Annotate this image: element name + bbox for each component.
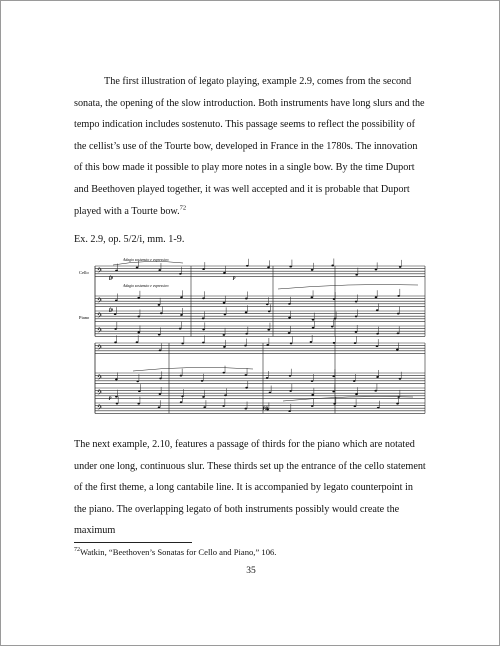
notehead (246, 265, 249, 267)
notehead (355, 301, 358, 303)
clef-icon: 𝄢 (97, 327, 103, 336)
notehead (266, 377, 269, 379)
clef-icon: 𝄢 (97, 297, 103, 306)
notehead (116, 403, 119, 405)
tempo-marking-piano: Adagio sostenuto e espressivo (123, 284, 169, 288)
clef-icon: 𝄢 (97, 374, 103, 383)
notehead (136, 341, 139, 343)
notehead (376, 333, 379, 335)
dynamic-marking: fp (109, 308, 114, 313)
notehead (375, 268, 378, 270)
notehead (332, 375, 335, 377)
notehead (397, 295, 400, 297)
paragraph-2-line: The next example, 2.10, features a passage of thirds for the piano which are notated under (74, 439, 415, 472)
notehead (311, 394, 314, 396)
notehead (267, 329, 270, 331)
footnote-reference[interactable]: 72 (179, 204, 187, 212)
notehead (222, 405, 225, 407)
notehead (354, 405, 357, 407)
footnote-divider (74, 542, 192, 543)
notehead (269, 392, 272, 394)
notehead (115, 300, 118, 302)
page-number: 35 (246, 566, 256, 576)
notehead (266, 303, 269, 305)
notehead (266, 344, 269, 346)
clef-icon: 𝄢 (97, 404, 103, 413)
notehead (138, 390, 141, 392)
notehead (289, 390, 292, 392)
dynamic-marking: p (109, 396, 112, 401)
notehead (289, 375, 292, 377)
notehead (267, 266, 270, 268)
notehead (399, 378, 402, 380)
paragraph-1-line: bow made it possible to play more notes in a single bow. By the time Duport and (74, 162, 415, 195)
notehead (115, 270, 118, 272)
paragraph-1-line: Beethoven played together, it was well accepted and it is probable that Duport played (74, 183, 410, 217)
notehead (288, 332, 291, 334)
notehead (354, 342, 357, 344)
notehead (180, 296, 183, 298)
paragraph-1-line: cellist’s use of the Tourte bow, developed in France in the 1780s. The innovation of this (74, 140, 418, 174)
slur (278, 285, 418, 290)
slur (133, 367, 253, 371)
notehead (375, 296, 378, 298)
notehead (310, 341, 313, 343)
notehead (202, 396, 205, 398)
notehead (268, 310, 271, 312)
notehead (202, 328, 205, 330)
paragraph-2-line: The overlapping legato of both instruments possibly would create the maximum (74, 503, 400, 537)
notehead (289, 266, 292, 268)
notehead (353, 380, 356, 382)
notehead (158, 304, 161, 306)
clef-icon: 𝄢 (97, 312, 103, 321)
notehead (224, 394, 227, 396)
notehead (115, 378, 118, 380)
notehead (224, 313, 227, 315)
notehead (355, 315, 358, 317)
notehead (311, 269, 314, 271)
paragraph-2-line: one long, continuous slur. These thirds set up the entrance of the cello statement of the (74, 460, 426, 494)
notehead (376, 309, 379, 311)
notehead (245, 408, 248, 410)
footnote-number: 72 (74, 547, 80, 554)
notehead (333, 298, 336, 300)
notehead (181, 343, 184, 345)
notehead (160, 312, 163, 314)
notehead (202, 297, 205, 299)
dynamic-marking: fp (109, 276, 114, 281)
paragraph-1-line: The first illustration of legato playing, example 2.9, comes from the second (104, 76, 412, 87)
notehead (179, 273, 182, 275)
notehead (137, 331, 140, 333)
notehead (180, 401, 183, 403)
notehead (136, 380, 139, 382)
notehead (115, 396, 118, 398)
paragraph-1-line: sonata, the opening of the slow introduction. Both instruments have long slurs and the (74, 97, 425, 109)
notehead (333, 403, 336, 405)
notehead (137, 403, 140, 405)
notehead (333, 342, 336, 344)
notehead (288, 410, 291, 412)
notehead (396, 403, 399, 405)
dynamic-marking: pp (263, 406, 268, 411)
notehead (312, 319, 315, 321)
tempo-marking-cello: Adagio sostenuto e espressivo (123, 258, 169, 262)
notehead (136, 266, 139, 268)
paragraph-1 (74, 71, 427, 222)
notehead (223, 372, 226, 374)
notehead (377, 407, 380, 409)
footnote (74, 547, 276, 557)
notehead (331, 265, 334, 267)
notehead (374, 390, 377, 392)
notehead (137, 316, 140, 318)
notehead (223, 302, 226, 304)
notehead (288, 317, 291, 319)
notehead (159, 393, 162, 395)
footnote-text: Watkin, “Beethoven’s Sonatas for Cello and Piano,” 106. (80, 547, 277, 557)
notehead (376, 345, 379, 347)
notehead (331, 326, 334, 328)
notehead (245, 374, 248, 376)
notehead (202, 317, 205, 319)
notehead (245, 311, 248, 313)
notehead (311, 296, 314, 298)
notehead (332, 390, 335, 392)
notehead (158, 406, 161, 408)
notehead (223, 334, 226, 336)
notehead (203, 406, 206, 408)
cello-label: Cello (79, 270, 89, 275)
slur (283, 397, 413, 402)
notehead (244, 345, 247, 347)
notehead (179, 328, 182, 330)
clef-icon: 𝄢 (97, 389, 103, 398)
music-score-excerpt (73, 251, 429, 441)
notehead (311, 380, 314, 382)
notehead (334, 318, 337, 320)
notehead (245, 298, 248, 300)
music-notation (73, 251, 429, 441)
clef-icon: 𝄢 (97, 267, 103, 276)
notehead (201, 380, 204, 382)
notehead (202, 268, 205, 270)
notehead (311, 405, 314, 407)
notehead (202, 342, 205, 344)
notehead (397, 332, 400, 334)
notehead (114, 313, 117, 315)
notehead (396, 349, 399, 351)
notehead (290, 342, 293, 344)
notehead (159, 349, 162, 351)
notehead (397, 313, 400, 315)
example-caption: Ex. 2.9, op. 5/2/i, mm. 1-9. (74, 234, 185, 245)
paragraph-1-line: tempo indication includes sostenuto. This passage seems to reflect the possibility of the (74, 119, 416, 152)
paragraph-1-line: with a Tourte bow. (103, 205, 180, 217)
notehead (223, 346, 226, 348)
notehead (159, 377, 162, 379)
notehead (355, 331, 358, 333)
notehead (137, 297, 140, 299)
paragraph-2-line: first theme, a long cantabile line. It is accompanied by legato counterpoint in the piano. (74, 482, 413, 515)
notehead (312, 327, 315, 329)
paragraph-2 (74, 434, 427, 542)
notehead (180, 375, 183, 377)
notehead (288, 303, 291, 305)
notehead (376, 376, 379, 378)
notehead (114, 328, 117, 330)
piano-label: Piano (79, 315, 90, 320)
notehead (180, 314, 183, 316)
notehead (399, 266, 402, 268)
dynamic-marking: p (233, 276, 236, 281)
clef-icon: 𝄢 (97, 344, 103, 353)
notehead (245, 387, 248, 389)
notehead (355, 393, 358, 395)
notehead (245, 333, 248, 335)
notehead (114, 341, 117, 343)
notehead (158, 334, 161, 336)
notehead (223, 272, 226, 274)
notehead (158, 269, 161, 271)
notehead (355, 274, 358, 276)
